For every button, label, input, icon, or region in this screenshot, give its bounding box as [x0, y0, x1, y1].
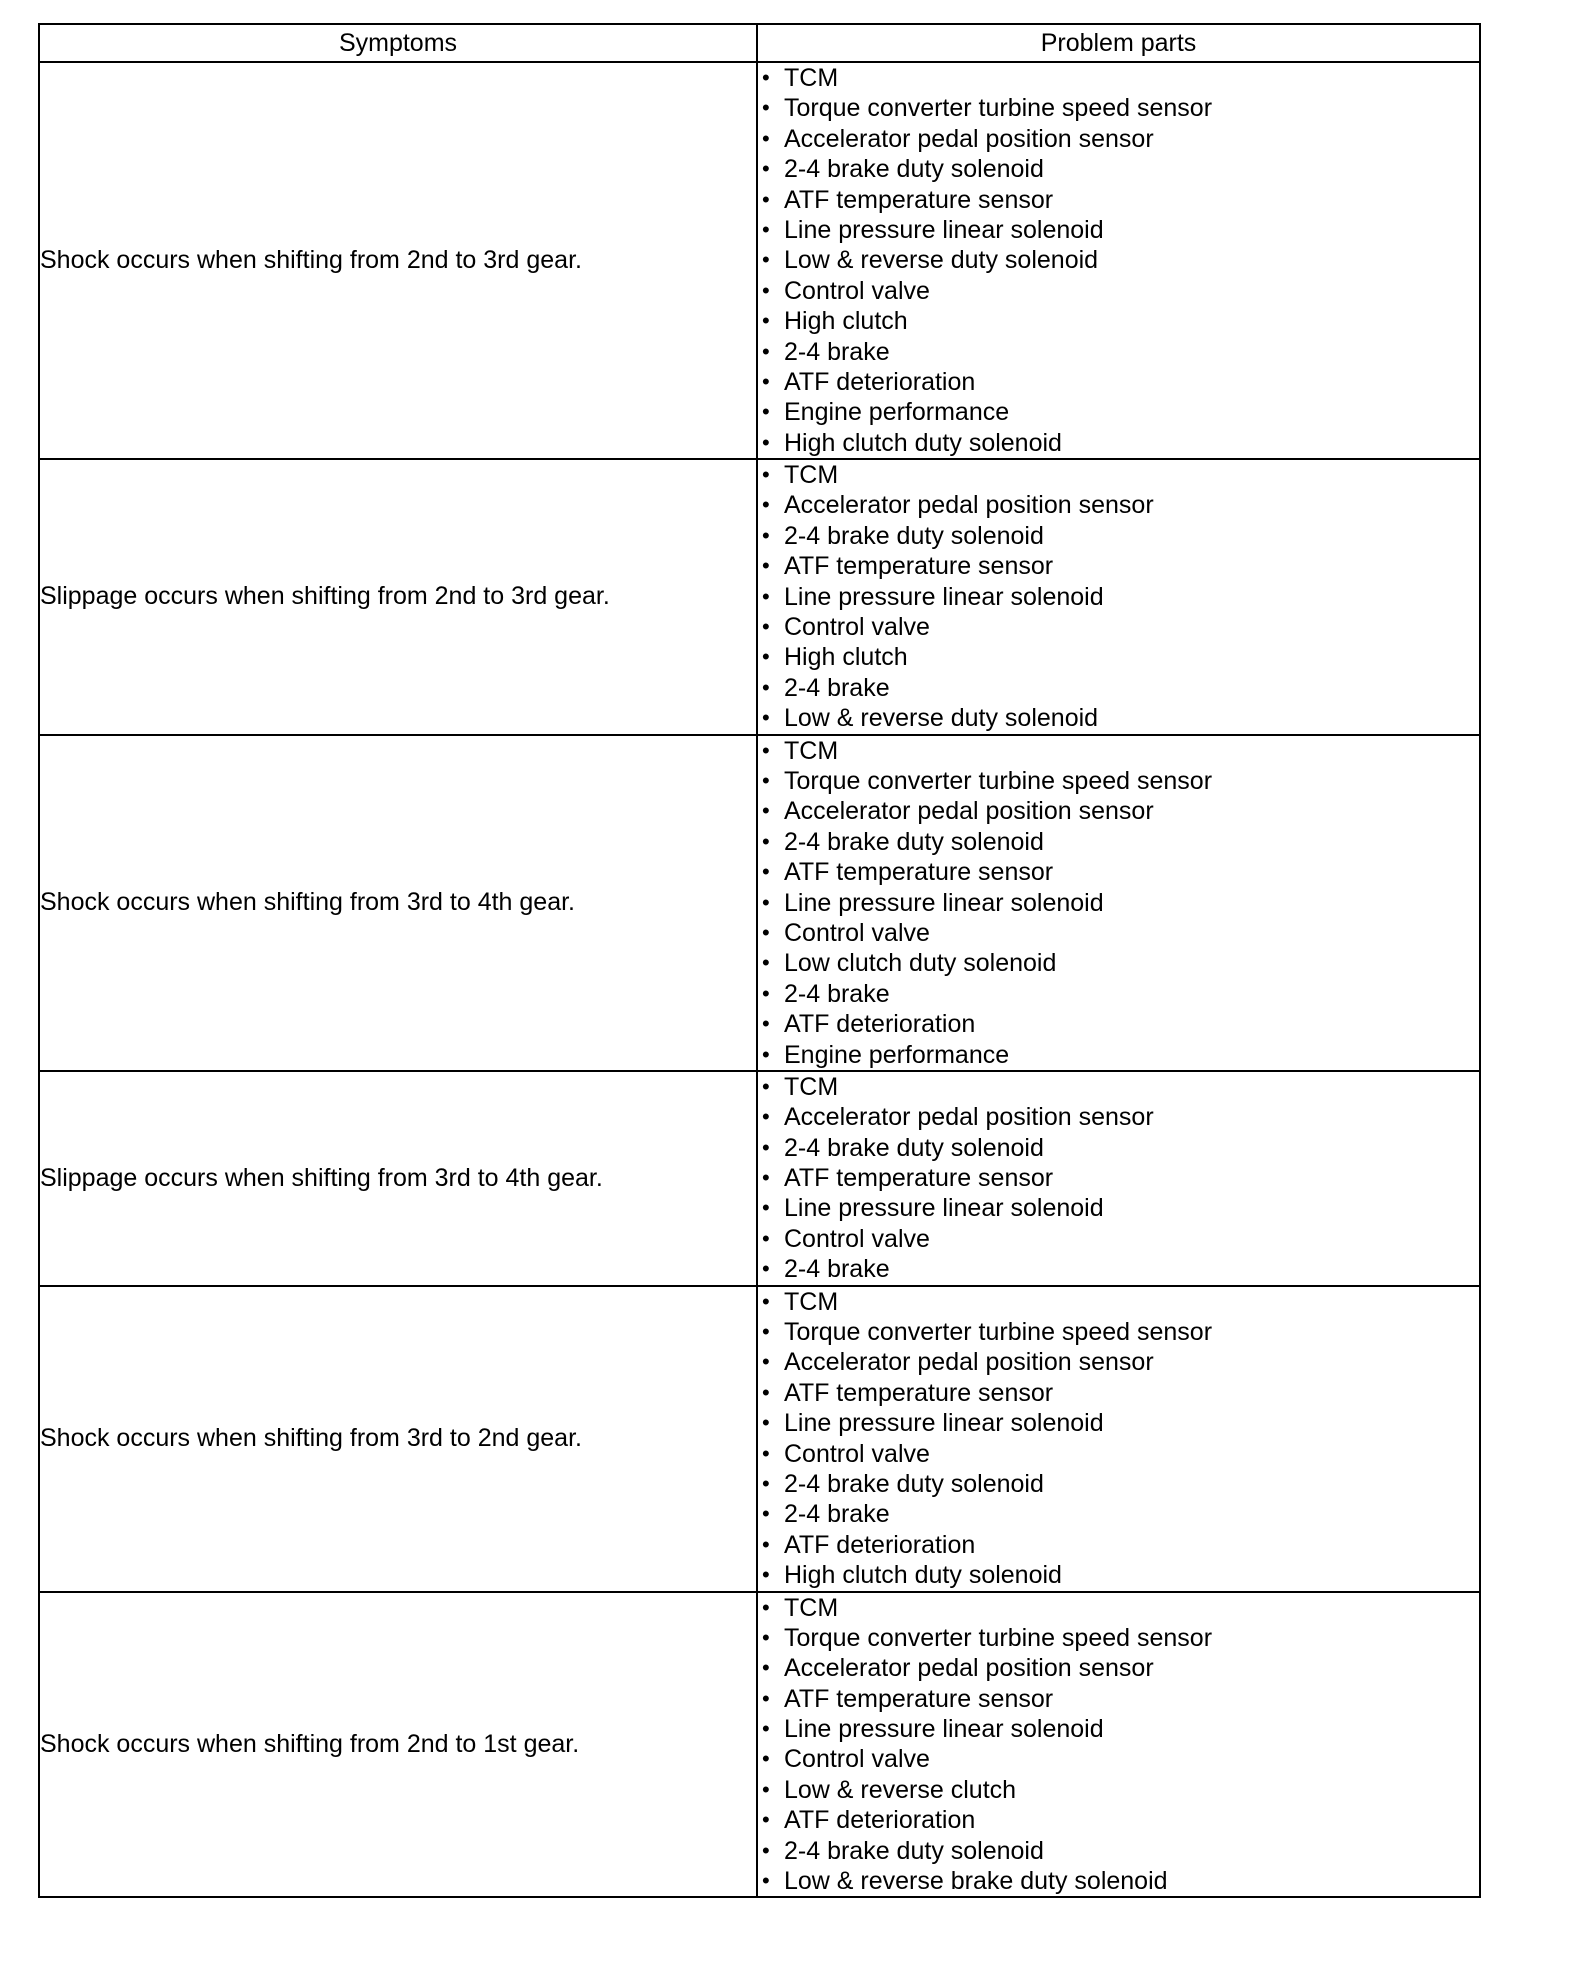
list-item — [758, 276, 1479, 306]
part-label: 2-4 brake duty solenoid — [784, 155, 1044, 184]
bullet-icon: • — [762, 1716, 770, 1742]
part-label: 2-4 brake — [784, 337, 890, 366]
bullet-icon: • — [762, 950, 770, 976]
part-label: 2-4 brake duty solenoid — [784, 1469, 1044, 1498]
list-item — [758, 673, 1479, 703]
bullet-icon: • — [762, 1104, 770, 1130]
bullet-icon: • — [762, 1562, 770, 1588]
list-item — [758, 1836, 1479, 1866]
problem-parts-list — [758, 460, 1479, 734]
symptom-cell: Shock occurs when shifting from 2nd to 1st gear. — [39, 1592, 757, 1898]
problem-parts-cell — [757, 1286, 1480, 1592]
bullet-icon: • — [762, 1041, 770, 1067]
bullet-icon: • — [762, 614, 770, 640]
bullet-icon: • — [762, 1746, 770, 1772]
list-item — [758, 857, 1479, 887]
bullet-icon: • — [762, 553, 770, 579]
list-item — [758, 460, 1479, 490]
part-label: Torque converter turbine speed sensor — [784, 1623, 1213, 1652]
bullet-icon: • — [762, 919, 770, 945]
list-item — [758, 306, 1479, 336]
part-label: ATF temperature sensor — [784, 1684, 1054, 1713]
list-item — [758, 521, 1479, 551]
part-label: TCM — [784, 1593, 839, 1622]
part-label: Accelerator pedal position sensor — [784, 797, 1154, 826]
bullet-icon: • — [762, 889, 770, 915]
list-item — [758, 1287, 1479, 1317]
table-row — [39, 1286, 1480, 1592]
bullet-icon: • — [762, 65, 770, 90]
part-label: Control valve — [784, 918, 930, 947]
problem-parts-cell — [757, 1071, 1480, 1286]
list-item — [758, 1040, 1479, 1070]
part-label: Torque converter turbine speed sensor — [784, 766, 1213, 795]
part-label: High clutch — [784, 643, 908, 672]
bullet-icon: • — [762, 95, 770, 121]
part-label: Control valve — [784, 1439, 930, 1468]
bullet-icon: • — [762, 368, 770, 394]
bullet-icon: • — [762, 798, 770, 824]
table-header-row — [39, 24, 1480, 62]
list-item — [758, 766, 1479, 796]
part-label: TCM — [784, 64, 839, 92]
bullet-icon: • — [762, 522, 770, 548]
list-item — [758, 888, 1479, 918]
part-label: TCM — [784, 461, 839, 490]
list-item — [758, 185, 1479, 215]
list-item — [758, 796, 1479, 826]
problem-parts-cell — [757, 1592, 1480, 1898]
part-label: Control valve — [784, 613, 930, 642]
part-label: Low & reverse clutch — [784, 1775, 1017, 1804]
bullet-icon: • — [762, 1165, 770, 1191]
bullet-icon: • — [762, 705, 770, 731]
bullet-icon: • — [762, 1195, 770, 1221]
list-item — [758, 1439, 1479, 1469]
bullet-icon: • — [762, 1319, 770, 1345]
bullet-icon: • — [762, 429, 770, 455]
part-label: ATF deterioration — [784, 1806, 976, 1835]
bullet-icon: • — [762, 1011, 770, 1037]
bullet-icon: • — [762, 767, 770, 793]
bullet-icon: • — [762, 859, 770, 885]
list-item — [758, 245, 1479, 275]
bullet-icon: • — [762, 492, 770, 518]
bullet-icon: • — [762, 1837, 770, 1863]
bullet-icon: • — [762, 644, 770, 670]
part-label: ATF temperature sensor — [784, 185, 1054, 214]
list-item — [758, 1744, 1479, 1774]
list-item — [758, 1530, 1479, 1560]
problem-parts-list — [758, 63, 1479, 458]
part-label: Line pressure linear solenoid — [784, 1715, 1104, 1744]
symptom-cell: Shock occurs when shifting from 3rd to 2nd gear. — [39, 1286, 757, 1592]
list-item — [758, 154, 1479, 184]
part-label: 2-4 brake — [784, 979, 890, 1008]
list-item — [758, 1653, 1479, 1683]
bullet-icon: • — [762, 1501, 770, 1527]
part-label: 2-4 brake duty solenoid — [784, 1133, 1044, 1162]
bullet-icon: • — [762, 277, 770, 303]
bullet-icon: • — [762, 1868, 770, 1894]
list-item — [758, 215, 1479, 245]
part-label: ATF deterioration — [784, 1530, 976, 1559]
part-label: Line pressure linear solenoid — [784, 1409, 1104, 1438]
list-item — [758, 1133, 1479, 1163]
list-item — [758, 1469, 1479, 1499]
part-label: ATF temperature sensor — [784, 1164, 1054, 1193]
list-item — [758, 612, 1479, 642]
list-item — [758, 1499, 1479, 1529]
part-label: Line pressure linear solenoid — [784, 215, 1104, 244]
bullet-icon: • — [762, 399, 770, 425]
part-label: ATF temperature sensor — [784, 552, 1054, 581]
list-item — [758, 1317, 1479, 1347]
part-label: ATF deterioration — [784, 367, 976, 396]
diagnosis-table — [38, 23, 1481, 1898]
list-item — [758, 1163, 1479, 1193]
list-item — [758, 1102, 1479, 1132]
symptoms-header: Symptoms — [39, 24, 757, 62]
list-item — [758, 367, 1479, 397]
part-label: 2-4 brake duty solenoid — [784, 1836, 1044, 1865]
part-label: Accelerator pedal position sensor — [784, 1654, 1154, 1683]
list-item — [758, 1805, 1479, 1835]
part-label: ATF deterioration — [784, 1010, 976, 1039]
bullet-icon: • — [762, 737, 770, 763]
part-label: ATF temperature sensor — [784, 858, 1054, 887]
list-item — [758, 979, 1479, 1009]
list-item — [758, 93, 1479, 123]
bullet-icon: • — [762, 308, 770, 334]
list-item — [758, 1193, 1479, 1223]
part-label: High clutch duty solenoid — [784, 428, 1062, 457]
problem-parts-list — [758, 1593, 1479, 1897]
part-label: TCM — [784, 1287, 839, 1316]
bullet-icon: • — [762, 1134, 770, 1160]
list-item — [758, 736, 1479, 766]
bullet-icon: • — [762, 1685, 770, 1711]
list-item — [758, 337, 1479, 367]
list-item — [758, 1560, 1479, 1590]
list-item — [758, 582, 1479, 612]
bullet-icon: • — [762, 980, 770, 1006]
bullet-icon: • — [762, 674, 770, 700]
table-row — [39, 459, 1480, 735]
bullet-icon: • — [762, 1531, 770, 1557]
list-item — [758, 397, 1479, 427]
bullet-icon: • — [762, 828, 770, 854]
part-label: Torque converter turbine speed sensor — [784, 1318, 1213, 1347]
bullet-icon: • — [762, 1655, 770, 1681]
list-item — [758, 1408, 1479, 1438]
list-item — [758, 1623, 1479, 1653]
part-label: Control valve — [784, 1224, 930, 1253]
symptom-cell: Slippage occurs when shifting from 3rd to 4th gear. — [39, 1071, 757, 1286]
list-item — [758, 63, 1479, 93]
list-item — [758, 1775, 1479, 1805]
part-label: TCM — [784, 1072, 839, 1101]
list-item — [758, 1714, 1479, 1744]
part-label: Accelerator pedal position sensor — [784, 124, 1154, 153]
part-label: Line pressure linear solenoid — [784, 1194, 1104, 1223]
part-label: 2-4 brake duty solenoid — [784, 521, 1044, 550]
list-item — [758, 1866, 1479, 1896]
list-item — [758, 1224, 1479, 1254]
bullet-icon: • — [762, 1776, 770, 1802]
bullet-icon: • — [762, 1256, 770, 1282]
list-item — [758, 703, 1479, 733]
bullet-icon: • — [762, 583, 770, 609]
bullet-icon: • — [762, 156, 770, 182]
part-label: Control valve — [784, 276, 930, 305]
part-label: Low & reverse duty solenoid — [784, 246, 1099, 275]
problem-parts-list — [758, 736, 1479, 1070]
part-label: Low & reverse duty solenoid — [784, 704, 1099, 733]
part-label: 2-4 brake — [784, 673, 890, 702]
part-label: ATF temperature sensor — [784, 1378, 1054, 1407]
list-item — [758, 1378, 1479, 1408]
bullet-icon: • — [762, 1349, 770, 1375]
table-body — [39, 62, 1480, 1897]
part-label: Low clutch duty solenoid — [784, 949, 1057, 978]
part-label: Torque converter turbine speed sensor — [784, 94, 1213, 123]
part-label: Line pressure linear solenoid — [784, 582, 1104, 611]
part-label: Engine performance — [784, 1040, 1010, 1069]
part-label: Control valve — [784, 1745, 930, 1774]
part-label: Accelerator pedal position sensor — [784, 1103, 1154, 1132]
part-label: Low & reverse brake duty solenoid — [784, 1867, 1168, 1896]
list-item — [758, 1009, 1479, 1039]
table-row — [39, 1071, 1480, 1286]
problem-parts-list — [758, 1287, 1479, 1591]
part-label: 2-4 brake — [784, 1255, 890, 1284]
symptom-cell: Slippage occurs when shifting from 2nd to 3rd gear. — [39, 459, 757, 735]
bullet-icon: • — [762, 1410, 770, 1436]
bullet-icon: • — [762, 125, 770, 151]
list-item — [758, 1593, 1479, 1623]
bullet-icon: • — [762, 1379, 770, 1405]
list-item — [758, 428, 1479, 458]
symptom-cell: Shock occurs when shifting from 2nd to 3rd gear. — [39, 62, 757, 459]
part-label: 2-4 brake duty solenoid — [784, 827, 1044, 856]
list-item — [758, 827, 1479, 857]
part-label: Accelerator pedal position sensor — [784, 491, 1154, 520]
bullet-icon: • — [762, 1073, 770, 1099]
list-item — [758, 642, 1479, 672]
bullet-icon: • — [762, 1594, 770, 1620]
problem-parts-header: Problem parts — [757, 24, 1480, 62]
bullet-icon: • — [762, 186, 770, 212]
bullet-icon: • — [762, 216, 770, 242]
problem-parts-cell — [757, 459, 1480, 735]
part-label: 2-4 brake — [784, 1500, 890, 1529]
table-row — [39, 1592, 1480, 1898]
table-row — [39, 735, 1480, 1071]
list-item — [758, 1254, 1479, 1284]
problem-parts-cell — [757, 62, 1480, 459]
part-label: Line pressure linear solenoid — [784, 888, 1104, 917]
part-label: TCM — [784, 736, 839, 765]
table-row — [39, 62, 1480, 459]
part-label: High clutch — [784, 307, 908, 336]
part-label: High clutch duty solenoid — [784, 1561, 1062, 1590]
bullet-icon: • — [762, 1288, 770, 1314]
bullet-icon: • — [762, 1807, 770, 1833]
bullet-icon: • — [762, 247, 770, 273]
bullet-icon: • — [762, 1624, 770, 1650]
list-item — [758, 948, 1479, 978]
part-label: Accelerator pedal position sensor — [784, 1348, 1154, 1377]
list-item — [758, 1347, 1479, 1377]
symptom-cell: Shock occurs when shifting from 3rd to 4th gear. — [39, 735, 757, 1071]
bullet-icon: • — [762, 338, 770, 364]
list-item — [758, 1072, 1479, 1102]
bullet-icon: • — [762, 1225, 770, 1251]
list-item — [758, 1684, 1479, 1714]
bullet-icon: • — [762, 1470, 770, 1496]
part-label: Engine performance — [784, 398, 1010, 427]
list-item — [758, 918, 1479, 948]
list-item — [758, 490, 1479, 520]
bullet-icon: • — [762, 1440, 770, 1466]
problem-parts-cell — [757, 735, 1480, 1071]
list-item — [758, 551, 1479, 581]
list-item — [758, 124, 1479, 154]
bullet-icon: • — [762, 462, 770, 488]
problem-parts-list — [758, 1072, 1479, 1285]
